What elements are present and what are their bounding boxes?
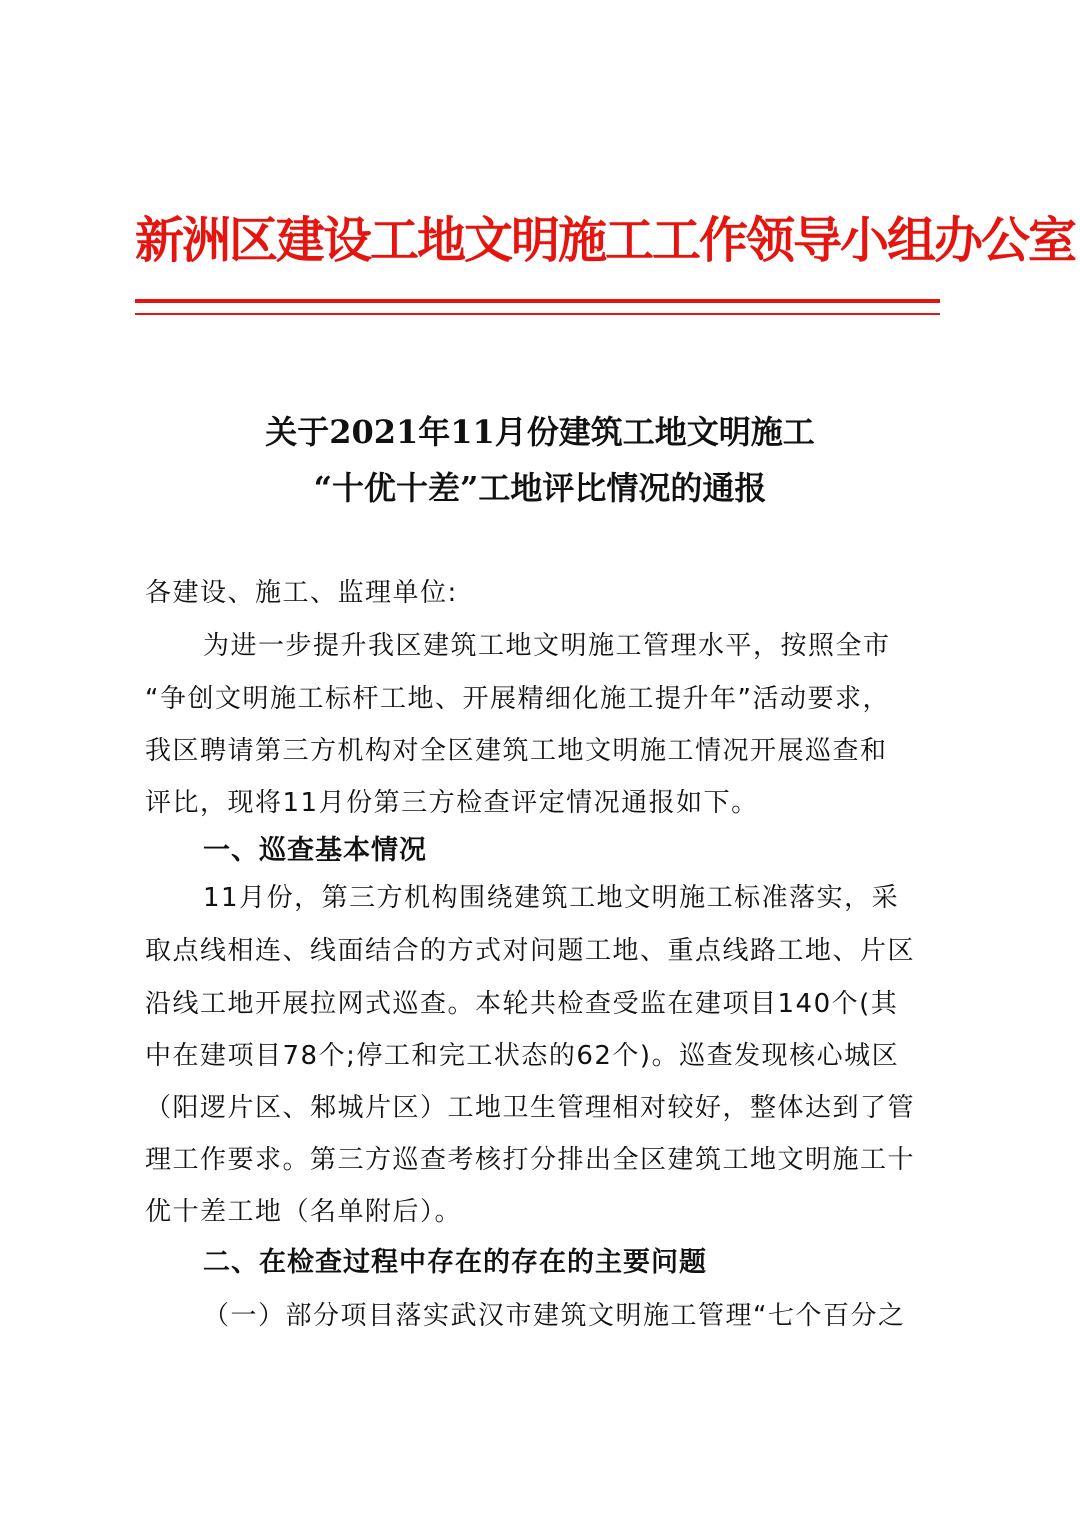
document-title-line-2: “十优十差”工地评比情况的通报 <box>313 469 767 507</box>
section-2-heading: 二、在检查过程中存在的存在的主要问题 <box>203 1247 707 1278</box>
section-1-line-3: 沿线工地开展拉网式巡查。本轮共检查受监在建项目140个(其 <box>145 989 899 1019</box>
section-1-line-5: （阳逻片区、邾城片区）工地卫生管理相对较好，整体达到了管 <box>145 1093 916 1123</box>
intro-line-4: 评比，现将11月份第三方检查评定情况通报如下。 <box>145 788 759 818</box>
section-1-line-1: 11月份，第三方机构围绕建筑工地文明施工标准落实，采 <box>203 883 900 913</box>
document-title-line-1: 关于2021年11月份建筑工地文明施工 <box>265 413 815 451</box>
section-1-line-4: 中在建项目78个;停工和完工状态的62个)。巡查发现核心城区 <box>145 1041 900 1071</box>
section-1-line-2: 取点线相连、线面结合的方式对问题工地、重点线路工地、片区 <box>145 936 916 966</box>
letterhead-rule-thin <box>135 313 940 315</box>
section-1-line-6: 理工作要求。第三方巡查考核打分排出全区建筑工地文明施工十 <box>145 1145 916 1175</box>
letterhead-rule-thick <box>135 299 940 303</box>
section-2-line-1: （一）部分项目落实武汉市建筑文明施工管理“七个百分之 <box>203 1301 906 1331</box>
intro-line-1: 为进一步提升我区建筑工地文明施工管理水平，按照全市 <box>203 631 891 661</box>
section-1-heading: 一、巡查基本情况 <box>203 835 427 866</box>
letterhead-org-name: 新洲区建设工地文明施工工作领导小组办公室 <box>135 211 1076 269</box>
salutation: 各建设、施工、监理单位: <box>145 578 458 608</box>
intro-line-2: “争创文明施工标杆工地、开展精细化施工提升年”活动要求， <box>145 684 890 714</box>
intro-line-3: 我区聘请第三方机构对全区建筑工地文明施工情况开展巡查和 <box>145 736 888 766</box>
section-1-line-7: 优十差工地（名单附后）。 <box>145 1197 463 1227</box>
